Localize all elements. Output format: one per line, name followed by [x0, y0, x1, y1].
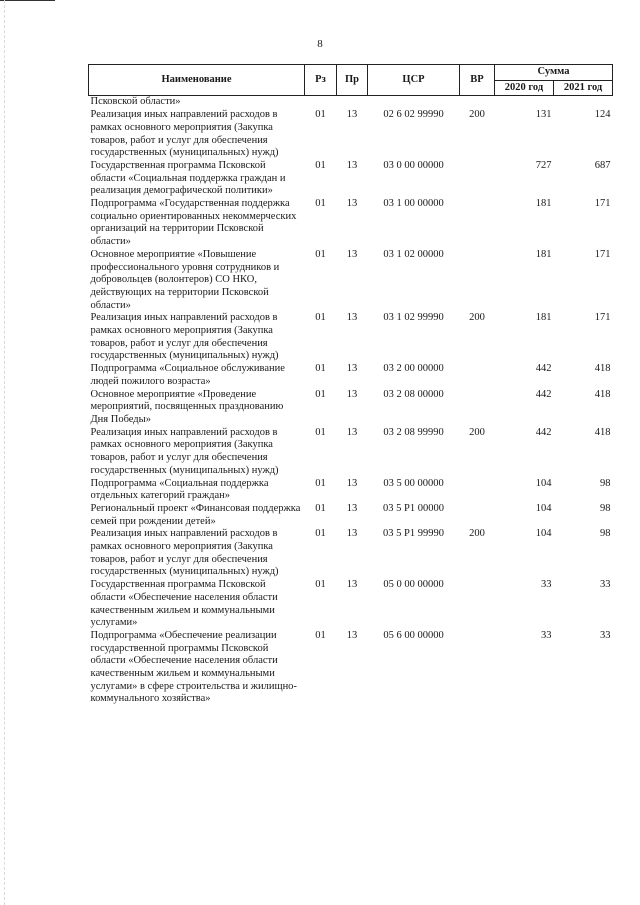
row-sum-2021: 418 — [594, 363, 611, 375]
row-csr: 05 6 00 00000 — [383, 629, 444, 641]
row-vr: 200 — [469, 426, 485, 438]
header-csr: ЦСР — [368, 65, 460, 96]
header-name: Наименование — [89, 65, 305, 96]
row-name: Подпрограмма «Социальная поддержка отдельных категорий граждан» — [90, 477, 269, 502]
row-sum-2021: 687 — [594, 159, 611, 171]
row-vr: 200 — [469, 528, 485, 540]
row-sum-2021: 171 — [594, 248, 611, 260]
row-pr: 13 — [346, 312, 358, 324]
row-sum-2020: 33 — [541, 629, 552, 641]
table-row — [89, 389, 613, 427]
row-sum-2021: 33 — [600, 629, 611, 641]
row-rz: 01 — [315, 159, 326, 171]
row-pr: 13 — [346, 579, 358, 591]
table-row — [89, 427, 613, 478]
row-vr — [460, 630, 495, 706]
row-sum-2021: 98 — [600, 528, 611, 540]
row-rz: 01 — [315, 426, 326, 438]
row-name: Реализация иных направлений расходов в рамках основного мероприятия (Закупка товаров, работ и услуг для обеспечения государственных (муниципальных) нужд) — [90, 528, 279, 578]
table-row — [89, 528, 613, 579]
row-vr — [460, 160, 495, 198]
budget-table — [88, 64, 613, 706]
row-rz: 01 — [315, 198, 326, 210]
row-rz: 01 — [315, 109, 326, 121]
row-sum-2020: 181 — [535, 248, 552, 260]
row-sum-2021: 171 — [594, 198, 611, 210]
row-sum-2020: 442 — [535, 363, 552, 375]
row-pr: 13 — [346, 528, 358, 540]
row-rz: 01 — [315, 248, 326, 260]
row-pr: 13 — [346, 159, 358, 171]
row-pr: 13 — [346, 109, 358, 121]
row-pr: 13 — [346, 477, 358, 489]
table-row — [89, 630, 613, 706]
row-name: Региональный проект «Финансовая поддержка семей при рождении детей» — [90, 502, 301, 527]
row-pr: 13 — [346, 388, 358, 400]
row-sum-2021: 124 — [594, 109, 611, 121]
row-pr: 13 — [346, 629, 358, 641]
row-vr — [460, 198, 495, 249]
continuation-text: Псковской области» — [90, 96, 181, 108]
row-sum-2020: 181 — [535, 198, 552, 210]
row-name: Реализация иных направлений расходов в рамках основного мероприятия (Закупка товаров, работ и услуг для обеспечения государственных (муниципальных) нужд) — [90, 426, 279, 476]
row-csr: 05 0 00 00000 — [383, 579, 444, 591]
header-year-2021: 2021 год — [554, 80, 613, 96]
table-row — [89, 198, 613, 249]
header-rz: Рз — [305, 65, 337, 96]
row-sum-2020: 104 — [535, 502, 552, 514]
row-sum-2021: 418 — [594, 426, 611, 438]
row-vr — [460, 478, 495, 503]
row-vr — [460, 249, 495, 313]
table-row — [89, 312, 613, 363]
row-csr: 02 6 02 99990 — [383, 109, 444, 121]
row-pr: 13 — [346, 248, 358, 260]
row-csr: 03 5 P1 99990 — [383, 528, 444, 540]
row-csr: 03 1 02 99990 — [383, 312, 444, 324]
row-csr: 03 5 00 00000 — [383, 477, 444, 489]
row-name: Реализация иных направлений расходов в рамках основного мероприятия (Закупка товаров, работ и услуг для обеспечения государственных (муниципальных) нужд) — [90, 109, 279, 159]
header-pr: Пр — [337, 65, 368, 96]
row-rz: 01 — [315, 363, 326, 375]
table-row — [89, 109, 613, 160]
row-name: Подпрограмма «Социальное обслуживание людей пожилого возраста» — [90, 363, 285, 387]
row-name: Основное мероприятие «Проведение мероприятий, посвященных празднованию Дня Победы» — [90, 388, 284, 425]
row-name: Подпрограмма «Обеспечение реализации государственной программы Псковской области «Обеспечение населения области качественным жильем и коммунальными услугами» в сфере строительства и жилищно-коммунального хозяйства» — [90, 629, 297, 705]
row-vr: 200 — [469, 109, 485, 121]
row-sum-2021: 171 — [594, 312, 611, 324]
row-csr: 03 5 P1 00000 — [383, 502, 444, 514]
continuation-row — [89, 96, 613, 109]
table-row — [89, 363, 613, 388]
row-name: Государственная программа Псковской области «Социальная поддержка граждан и реализация демографической политики» — [90, 159, 286, 197]
row-csr: 03 1 00 00000 — [383, 198, 444, 210]
row-sum-2021: 98 — [600, 502, 611, 514]
row-sum-2020: 442 — [535, 388, 552, 400]
header-sum: Сумма — [495, 65, 613, 81]
table-row — [89, 503, 613, 528]
table-row — [89, 579, 613, 630]
row-name: Государственная программа Псковской области «Обеспечение населения области качественным жильем и коммунальными услугами» — [90, 579, 278, 629]
row-sum-2020: 104 — [535, 477, 552, 489]
row-rz: 01 — [315, 312, 326, 324]
row-csr: 03 2 00 00000 — [383, 363, 444, 375]
table-body — [89, 96, 613, 706]
row-rz: 01 — [315, 579, 326, 591]
row-sum-2021: 33 — [600, 579, 611, 591]
table-row — [89, 249, 613, 313]
table-row — [89, 160, 613, 198]
row-vr — [460, 579, 495, 630]
row-sum-2020: 33 — [541, 579, 552, 591]
row-pr: 13 — [346, 363, 358, 375]
row-vr — [460, 363, 495, 388]
row-rz: 01 — [315, 477, 326, 489]
row-csr: 03 2 08 00000 — [383, 388, 444, 400]
row-sum-2020: 181 — [535, 312, 552, 324]
row-csr: 03 1 02 00000 — [383, 248, 444, 260]
row-name: Основное мероприятие «Повышение профессионального уровня сотрудников и добровольцев (волонтеров) СО НКО, действующих на территории Псковской области» — [90, 248, 280, 311]
row-name: Подпрограмма «Государственная поддержка социально ориентированных некоммерческих организаций на территории Псковской области» — [90, 198, 297, 248]
table-header — [89, 65, 613, 96]
row-sum-2021: 418 — [594, 388, 611, 400]
header-year-2020: 2020 год — [495, 80, 554, 96]
row-pr: 13 — [346, 198, 358, 210]
row-name: Реализация иных направлений расходов в рамках основного мероприятия (Закупка товаров, работ и услуг для обеспечения государственных (муниципальных) нужд) — [90, 312, 279, 362]
row-vr — [460, 503, 495, 528]
row-pr: 13 — [346, 426, 358, 438]
row-pr: 13 — [346, 502, 358, 514]
row-csr: 03 0 00 00000 — [383, 159, 444, 171]
row-rz: 01 — [315, 528, 326, 540]
row-vr: 200 — [469, 312, 485, 324]
scan-edge-mark — [0, 0, 55, 1]
scan-edge-line — [4, 0, 5, 905]
row-sum-2020: 131 — [535, 109, 552, 121]
row-sum-2020: 727 — [535, 159, 552, 171]
row-sum-2020: 104 — [535, 528, 552, 540]
row-sum-2021: 98 — [600, 477, 611, 489]
row-rz: 01 — [315, 388, 326, 400]
header-vr: ВР — [460, 65, 495, 96]
row-rz: 01 — [315, 629, 326, 641]
row-rz: 01 — [315, 502, 326, 514]
row-sum-2020: 442 — [535, 426, 552, 438]
page-number: 8 — [317, 38, 323, 50]
row-csr: 03 2 08 99990 — [383, 426, 444, 438]
row-vr — [460, 389, 495, 427]
table-row — [89, 478, 613, 503]
